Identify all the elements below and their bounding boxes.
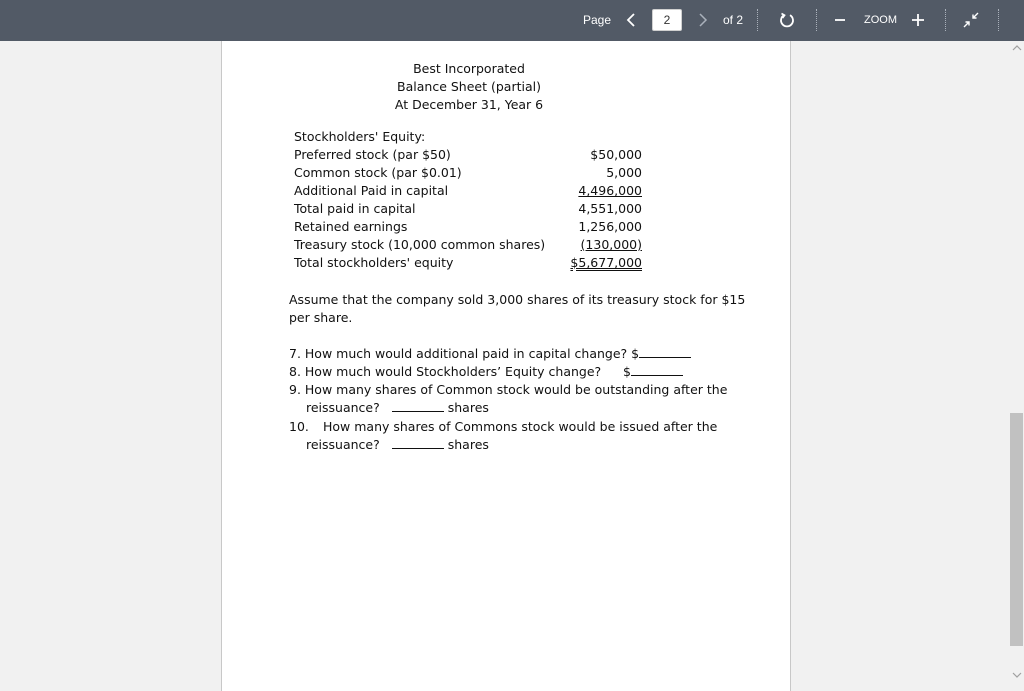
row-label: Common stock (par $0.01) xyxy=(294,165,462,180)
zoom-label: ZOOM xyxy=(864,14,897,26)
row-value: 5,000 xyxy=(606,165,642,180)
minus-icon xyxy=(834,14,846,26)
row-value: 4,496,000 xyxy=(578,183,642,198)
assumption-text: per share. xyxy=(289,310,353,325)
toolbar-divider xyxy=(945,9,946,31)
question-text: reissuance? xyxy=(306,400,380,415)
question-8-answer xyxy=(623,364,683,379)
chevron-down-icon xyxy=(1012,671,1022,679)
toolbar-divider xyxy=(998,9,999,31)
page-label: Page xyxy=(583,13,612,27)
unit-label: shares xyxy=(447,400,489,415)
answer-blank xyxy=(392,400,444,412)
question-text: How many shares of Commons stock would be issued after the xyxy=(323,419,718,434)
chevron-right-icon xyxy=(698,13,708,27)
chevron-up-icon xyxy=(1012,44,1022,52)
row-value: $5,677,000 xyxy=(570,255,642,270)
section-title: Stockholders' Equity: xyxy=(294,129,426,144)
company-name: Best Incorporated xyxy=(413,61,525,76)
dollar-sign: $ xyxy=(623,364,631,379)
zoom-in-button[interactable] xyxy=(907,9,929,31)
collapse-arrows-icon xyxy=(963,12,979,28)
scroll-down-button[interactable] xyxy=(1010,668,1024,682)
next-page-button[interactable] xyxy=(692,9,714,31)
answer-blank xyxy=(639,346,691,358)
answer-blank xyxy=(631,364,683,376)
row-label: Total stockholders' equity xyxy=(294,255,454,270)
scrollbar-thumb[interactable] xyxy=(1010,413,1023,646)
row-label: Total paid in capital xyxy=(294,201,416,216)
assumption-text: Assume that the company sold 3,000 shares of its treasury stock for $15 xyxy=(289,292,746,307)
row-label: Preferred stock (par $50) xyxy=(294,147,451,162)
zoom-out-button[interactable] xyxy=(829,9,851,31)
row-label: Retained earnings xyxy=(294,219,408,234)
chevron-left-icon xyxy=(626,13,636,27)
statement-title: Balance Sheet (partial) xyxy=(397,79,541,94)
toolbar-divider xyxy=(816,9,817,31)
rotate-icon xyxy=(779,12,795,28)
question-text: 7. How much would additional paid in capital change? $ xyxy=(289,346,640,361)
page-number-input[interactable] xyxy=(652,9,682,31)
previous-page-button[interactable] xyxy=(620,9,642,31)
question-number: 10. xyxy=(289,419,309,434)
unit-label: shares xyxy=(447,437,489,452)
question-text: 8. How much would Stockholders’ Equity change? xyxy=(289,364,602,379)
plus-icon xyxy=(911,13,925,27)
row-value: 1,256,000 xyxy=(578,219,642,234)
rotate-button[interactable] xyxy=(776,9,798,31)
pdf-toolbar xyxy=(0,0,1024,41)
row-value: (130,000) xyxy=(580,237,642,252)
fit-page-button[interactable] xyxy=(960,9,982,31)
question-text: 9. How many shares of Common stock would be outstanding after the xyxy=(289,382,728,397)
scroll-up-button[interactable] xyxy=(1010,41,1024,55)
question-7 xyxy=(289,346,691,361)
row-value: 4,551,000 xyxy=(578,201,642,216)
question-text: reissuance? xyxy=(306,437,380,452)
row-label: Additional Paid in capital xyxy=(294,183,449,198)
row-label: Treasury stock (10,000 common shares) xyxy=(294,237,546,252)
statement-date: At December 31, Year 6 xyxy=(394,97,544,112)
row-value: $50,000 xyxy=(590,147,642,162)
answer-blank xyxy=(392,437,444,449)
question-10-answer xyxy=(306,437,489,452)
pdf-page xyxy=(221,41,791,691)
toolbar-divider xyxy=(757,9,758,31)
question-9-answer xyxy=(306,400,489,415)
page-count: of 2 xyxy=(723,13,744,27)
